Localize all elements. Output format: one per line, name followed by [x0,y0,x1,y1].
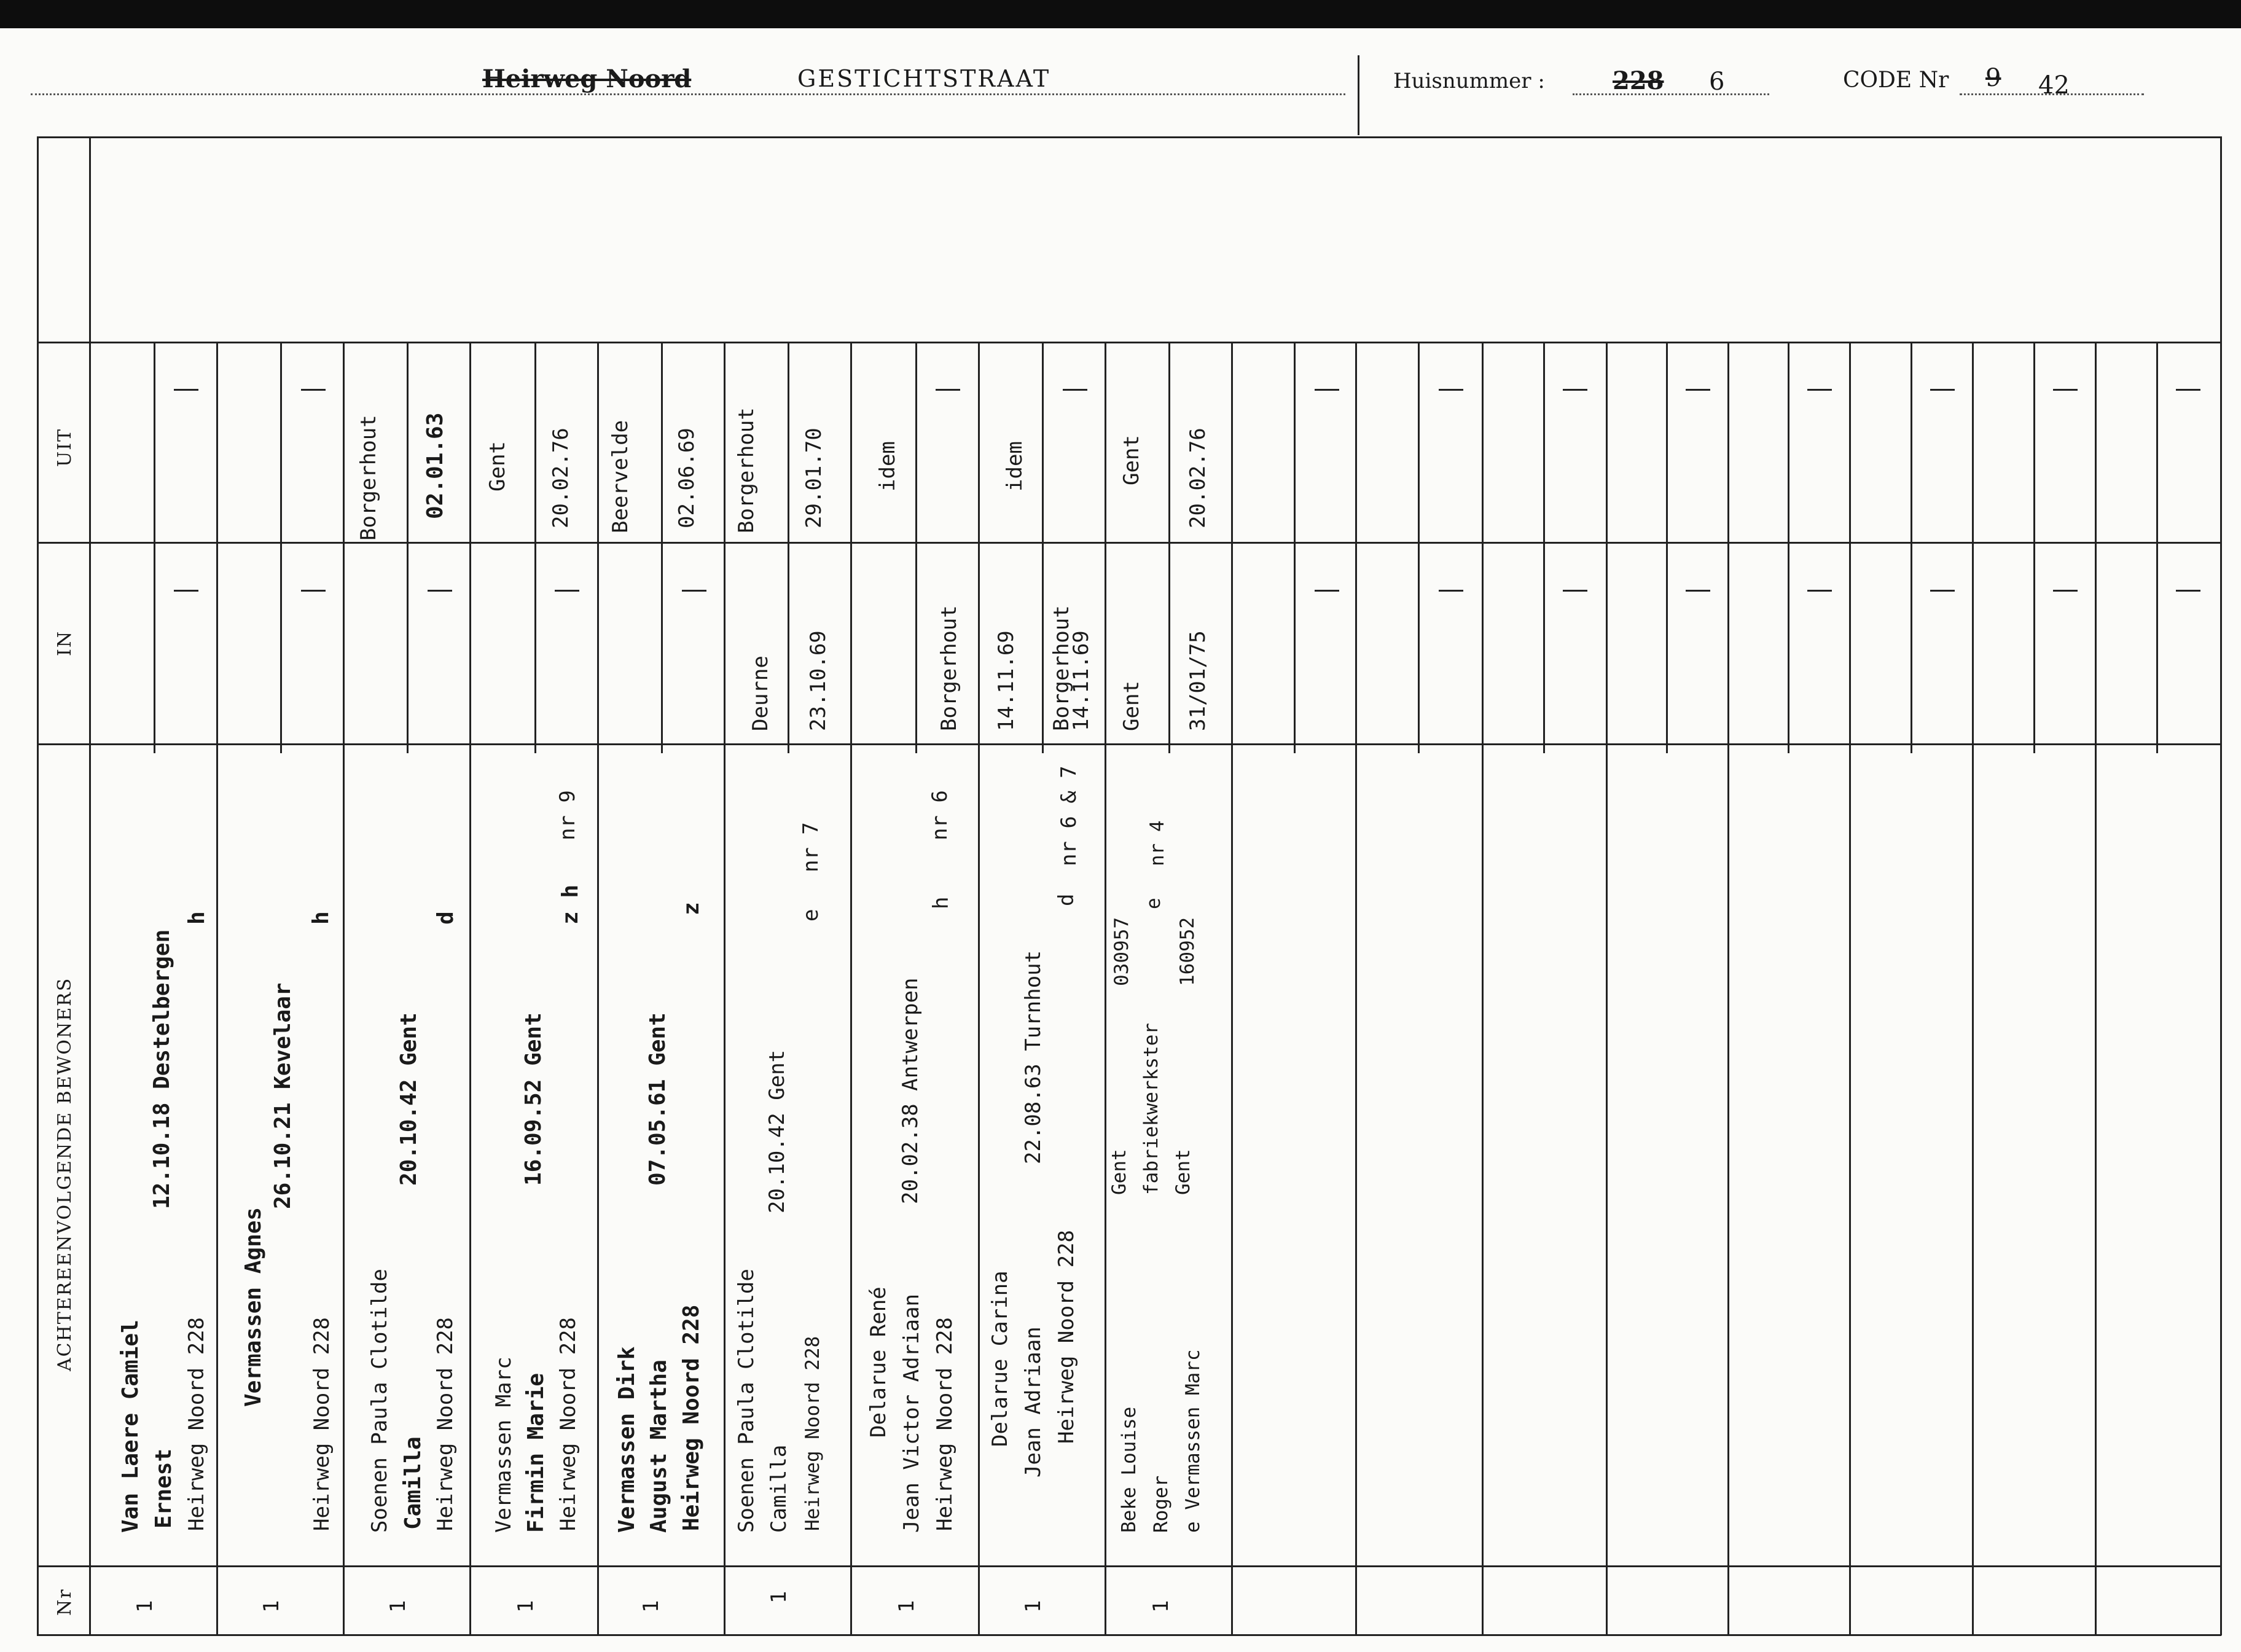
row-nr: 1 [259,1600,284,1613]
in-place: Gent [1119,681,1144,731]
street-old: Heirweg Noord [482,65,692,93]
occupation: fabriekwerkster [1140,1023,1162,1195]
occupation-place: Gent [1108,1149,1130,1195]
resident-firstnames: Firmin Marie [523,1372,549,1533]
resident-address: e Vermassen Marc [1182,1349,1204,1533]
resident-firstnames: Roger [1150,1475,1172,1533]
resident-name: Delarue René [866,1286,891,1438]
huisnummer-label: Huisnummer : [1393,69,1545,93]
uit-place: Gent [485,441,510,491]
uit-date: 02.06.69 [675,428,699,528]
resident-firstnames: Jean Adriaan [1021,1326,1046,1478]
label-nr: Nr [54,1588,76,1616]
extra-note: nr 4 [1146,820,1168,866]
resident-name: Vermassen Marc [491,1356,516,1533]
resident-firstnames: Jean Victor Adriaan [899,1294,924,1533]
extra-note: nr 6 & 7 [1057,765,1081,866]
id-number-2: 160952 [1176,917,1199,986]
status-code: d [433,911,458,925]
resident-firstnames: Ernest [151,1448,176,1529]
in-place: Borgerhout [1049,605,1074,731]
huisnummer-old: 228 [1613,66,1664,95]
in-place: Borgerhout [937,605,961,731]
birth-date-place: 16.09.52 Gent [521,1012,546,1186]
row-nr: 1 [133,1600,157,1613]
label-in: IN [54,630,76,656]
birth-date-place: 07.05.61 Gent [645,1012,670,1186]
label-uit: UIT [54,428,76,467]
in-date: 14.11.69 [1069,630,1093,731]
row-nr: 1 [639,1600,663,1613]
uit-place: Gent [1119,435,1144,485]
label-bewoners: ACHTEREENVOLGENDE BEWONERS [54,977,76,1371]
status-code: z [679,902,704,915]
birth-date-place: 12.10.18 Destelbergen [149,929,174,1209]
status-code: z h [558,884,583,925]
birth-date-place: 26.10.21 Kevelaar [270,982,295,1209]
status-code: e [799,909,823,922]
uit-place: idem [1003,441,1027,491]
extra-note: nr 7 [799,822,823,872]
resident-name: Soenen Paula Clotilde [367,1269,392,1533]
resident-firstnames: Camilla [767,1444,791,1533]
status-code: d [1054,893,1079,906]
resident-name: Beke Louise [1118,1406,1140,1533]
uit-place: idem [875,441,900,491]
row-nr: 1 [894,1600,919,1613]
uit-date: 29.01.70 [802,428,826,528]
huisnummer-new: 6 [1709,68,1725,96]
birth-date-place: 20.10.42 Gent [396,1012,421,1186]
uit-place: Beervelde [608,420,633,533]
resident-name: Soenen Paula Clotilde [734,1269,759,1533]
resident-name: Delarue Carina [988,1270,1012,1447]
in-date: 23.10.69 [806,630,831,731]
row-nr: 1 [767,1591,791,1603]
resident-name: Van Laere Camiel [118,1320,143,1533]
resident-address: Heirweg Noord 228 [1054,1230,1079,1444]
resident-address: Heirweg Noord 228 [679,1304,704,1531]
occupation-city: Gent [1172,1149,1194,1195]
uit-place: Borgerhout [356,415,381,541]
status-code: e [1143,898,1165,909]
in-date: 31/01/75 [1186,630,1210,731]
code-label: CODE Nr [1843,68,1949,93]
resident-address: Heirweg Noord 228 [933,1317,957,1531]
status-code: h [184,911,209,925]
code-new: 42 [2038,71,2070,100]
id-number-1: 030957 [1111,917,1133,986]
uit-date: 02.01.63 [423,412,448,519]
resident-address: Heirweg Noord 228 [556,1317,581,1531]
resident-name: Vermassen Agnes [241,1207,266,1407]
birth-date-place: 20.02.38 Antwerpen [898,977,923,1204]
resident-name: Vermassen Dirk [614,1346,639,1533]
in-date: 14.11.69 [994,630,1019,731]
row-nr: 1 [386,1600,410,1613]
uit-place: Borgerhout [734,407,759,533]
uit-date: 20.02.76 [1186,428,1210,528]
status-code: h [308,911,334,925]
street-new: GESTICHTSTRAAT [797,65,1051,92]
in-place: Deurne [748,656,773,731]
resident-address: Heirweg Noord 228 [433,1317,458,1531]
scan-top-border [0,0,2241,28]
extra-note: nr 9 [555,790,580,840]
resident-firstnames: Camilla [401,1436,426,1530]
row-nr: 1 [1021,1600,1046,1613]
birth-date-place: 20.10.42 Gent [765,1049,789,1213]
resident-address: Heirweg Noord 228 [310,1317,334,1531]
code-old: 9 [1985,64,2001,92]
extra-note: nr 6 [928,790,952,840]
resident-firstnames: August Martha [646,1360,671,1533]
status-code: h [929,896,953,909]
row-nr: 1 [514,1600,538,1613]
uit-date: 20.02.76 [549,428,573,528]
birth-date-place: 22.08.63 Turnhout [1021,950,1046,1164]
row-nr: 1 [1149,1600,1173,1613]
resident-address: Heirweg Noord 228 [802,1336,824,1531]
resident-address: Heirweg Noord 228 [184,1317,209,1531]
